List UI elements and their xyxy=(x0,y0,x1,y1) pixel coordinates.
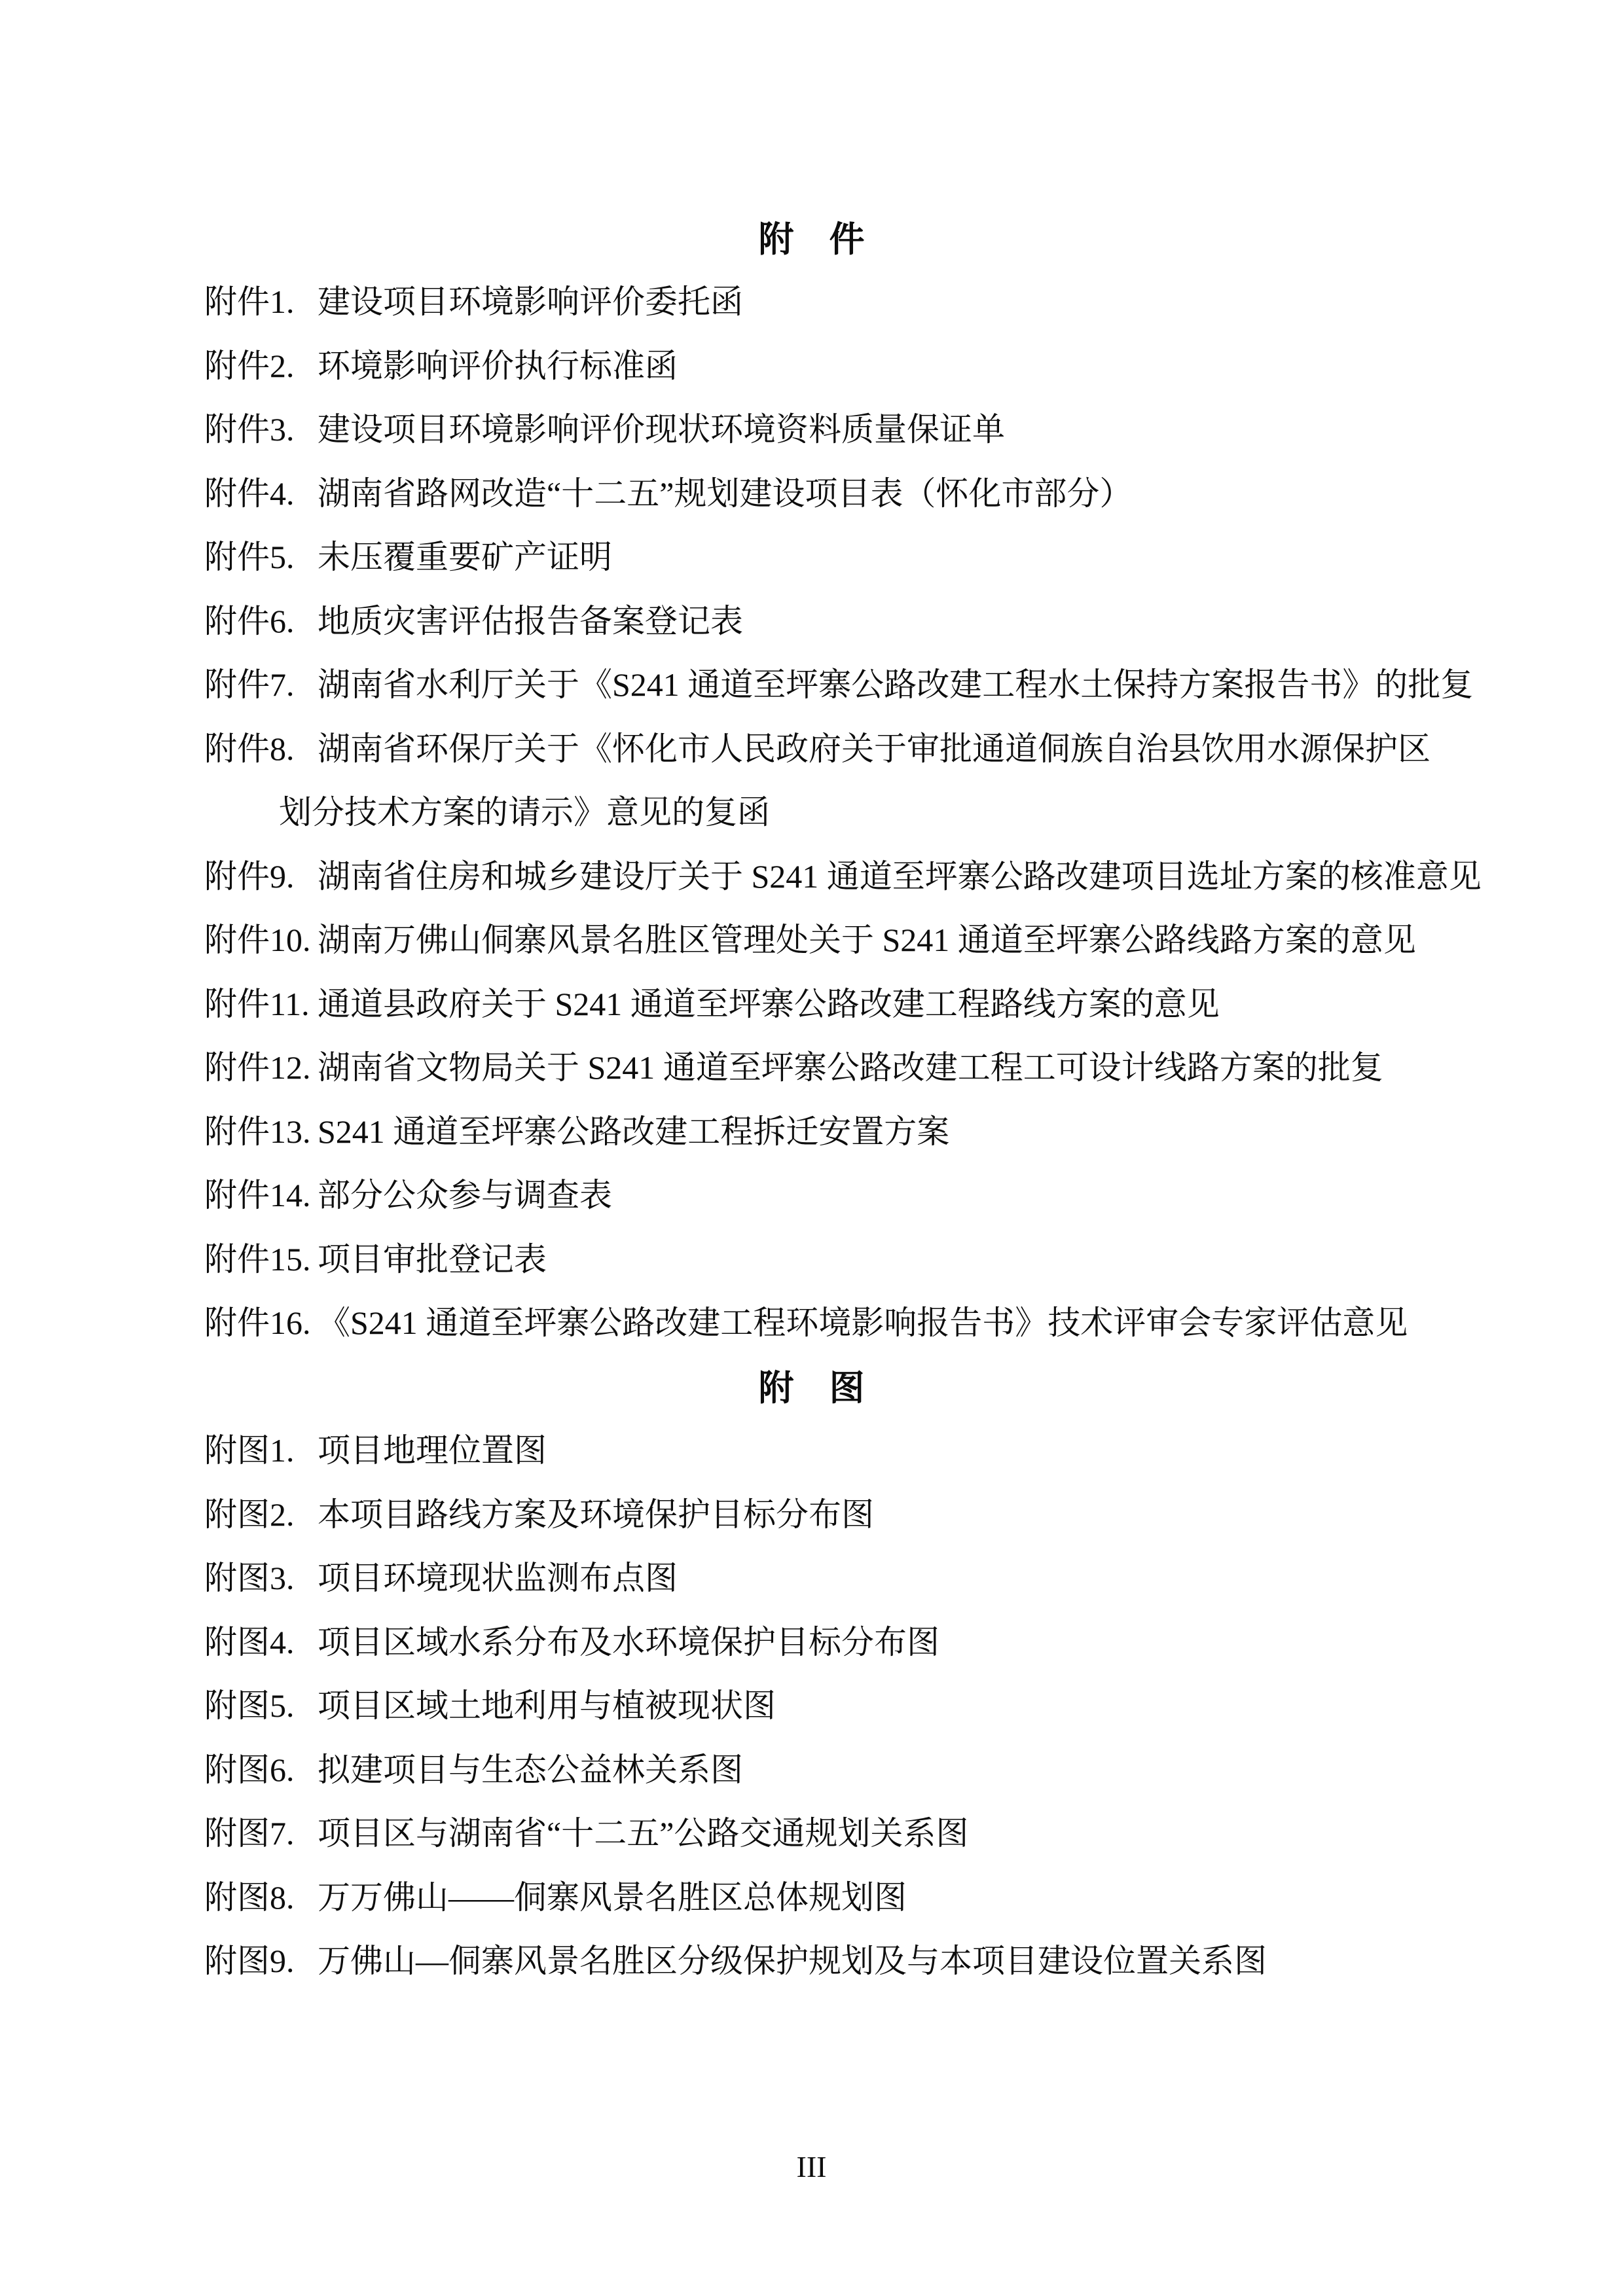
list-item xyxy=(204,537,612,578)
list-item-number: 附件2. xyxy=(204,347,295,384)
list-item xyxy=(204,346,678,387)
list-item xyxy=(204,856,1482,897)
list-item-text: 项目环境现状监测布点图 xyxy=(318,1560,678,1596)
list-item xyxy=(204,601,743,642)
list-item-number: 附图4. xyxy=(204,1623,295,1660)
list-item-text: 本项目路线方案及环境保护目标分布图 xyxy=(318,1496,874,1533)
list-item xyxy=(204,664,1473,706)
list-item-text: 万佛山—侗寨风景名胜区分级保护规划及与本项目建设位置关系图 xyxy=(318,1943,1267,1979)
list-item-text: 项目区域土地利用与植被现状图 xyxy=(318,1687,776,1724)
list-item-text: 部分公众参与调查表 xyxy=(318,1177,612,1213)
list-item-text: 通道县政府关于 S241 通道至坪寨公路改建工程路线方案的意见 xyxy=(318,985,1220,1022)
list-item xyxy=(204,1941,1267,1982)
list-item-text: 湖南万佛山侗寨风景名胜区管理处关于 S241 通道至坪寨公路线路方案的意见 xyxy=(318,922,1416,958)
list-item xyxy=(204,1239,547,1280)
list-item-number: 附图3. xyxy=(204,1560,295,1596)
list-item-number: 附件3. xyxy=(204,411,295,448)
list-item-number: 附图1. xyxy=(204,1432,295,1469)
list-item-text: 湖南省路网改造“十二五”规划建设项目表（怀化市部分） xyxy=(318,475,1133,512)
list-item xyxy=(204,1622,939,1663)
list-item-text: 建设项目环境影响评价现状环境资料质量保证单 xyxy=(318,411,1005,448)
list-item-number: 附件9. xyxy=(204,857,295,895)
list-item-number: 附件16. xyxy=(204,1304,311,1341)
list-item-text: 万万佛山——侗寨风景名胜区总体规划图 xyxy=(318,1878,907,1916)
list-item-text: 项目区与湖南省“十二五”公路交通规划关系图 xyxy=(318,1815,969,1852)
list-item-number: 附件13. xyxy=(204,1113,311,1150)
list-item xyxy=(204,1558,678,1599)
list-item-number: 附件7. xyxy=(204,666,295,703)
list-item-text-continued: 划分技术方案的请示》意见的复函 xyxy=(279,794,770,831)
list-item xyxy=(204,409,1005,450)
list-item-number: 附件12. xyxy=(204,1049,311,1086)
list-item-text: 湖南省环保厅关于《怀化市人民政府关于审批通道侗族自治县饮用水源保护区 xyxy=(318,730,1431,767)
list-item-text: 湖南省水利厅关于《S241 通道至坪寨公路改建工程水土保持方案报告书》的批复 xyxy=(318,666,1474,703)
list-item-number: 附图2. xyxy=(204,1496,295,1533)
list-item-text: 未压覆重要矿产证明 xyxy=(318,539,612,575)
list-item xyxy=(204,1175,612,1216)
list-item-text: 湖南省住房和城乡建设厅关于 S241 通道至坪寨公路改建项目选址方案的核准意见 xyxy=(318,857,1482,895)
list-item-text: 建设项目环境影响评价委托函 xyxy=(318,283,743,320)
list-item-wrapped-line xyxy=(279,792,770,833)
list-item-text: 项目审批登记表 xyxy=(318,1240,547,1278)
list-item-number: 附件4. xyxy=(204,475,295,512)
list-item-number: 附件8. xyxy=(204,730,295,767)
list-item xyxy=(204,984,1220,1025)
figures-section-title: 附 图 xyxy=(758,1369,865,1408)
list-item-text: 地质灾害评估报告备案登记表 xyxy=(318,602,743,639)
list-item xyxy=(204,281,743,323)
list-item xyxy=(204,1047,1383,1088)
list-item xyxy=(204,1494,874,1535)
list-item xyxy=(204,1430,547,1471)
list-item-number: 附件11. xyxy=(204,985,310,1022)
list-item-number: 附件10. xyxy=(204,922,311,958)
list-item-number: 附件14. xyxy=(204,1177,311,1213)
list-item-text: 湖南省文物局关于 S241 通道至坪寨公路改建工程工可设计线路方案的批复 xyxy=(318,1049,1383,1086)
list-item-text: 项目区域水系分布及水环境保护目标分布图 xyxy=(318,1623,939,1660)
list-item xyxy=(204,1813,968,1854)
list-item-number: 附图7. xyxy=(204,1815,295,1852)
list-item xyxy=(204,920,1416,961)
list-item xyxy=(204,1111,949,1153)
list-item xyxy=(204,1302,1408,1344)
list-item-number: 附件6. xyxy=(204,602,295,639)
list-item-number: 附件15. xyxy=(204,1240,311,1278)
list-item xyxy=(204,1685,776,1727)
list-item xyxy=(204,473,1132,514)
list-item-text: 项目地理位置图 xyxy=(318,1432,547,1469)
list-item-number: 附件1. xyxy=(204,283,295,320)
list-item-number: 附图6. xyxy=(204,1751,295,1788)
list-item-text: 环境影响评价执行标准函 xyxy=(318,347,678,384)
list-item xyxy=(204,1877,907,1918)
list-item-text: S241 通道至坪寨公路改建工程拆迁安置方案 xyxy=(318,1113,950,1150)
attachments-section-title: 附 件 xyxy=(758,220,865,259)
list-item-number: 附图5. xyxy=(204,1687,295,1724)
list-item-text: 《S241 通道至坪寨公路改建工程环境影响报告书》技术评审会专家评估意见 xyxy=(318,1304,1408,1341)
list-item-text: 拟建项目与生态公益林关系图 xyxy=(318,1751,743,1788)
list-item-number: 附件5. xyxy=(204,539,295,575)
list-item xyxy=(204,1749,743,1791)
list-item-number: 附图8. xyxy=(204,1878,295,1916)
list-item-number: 附图9. xyxy=(204,1943,295,1979)
page-number: III xyxy=(796,2150,827,2183)
list-item xyxy=(204,728,1431,770)
